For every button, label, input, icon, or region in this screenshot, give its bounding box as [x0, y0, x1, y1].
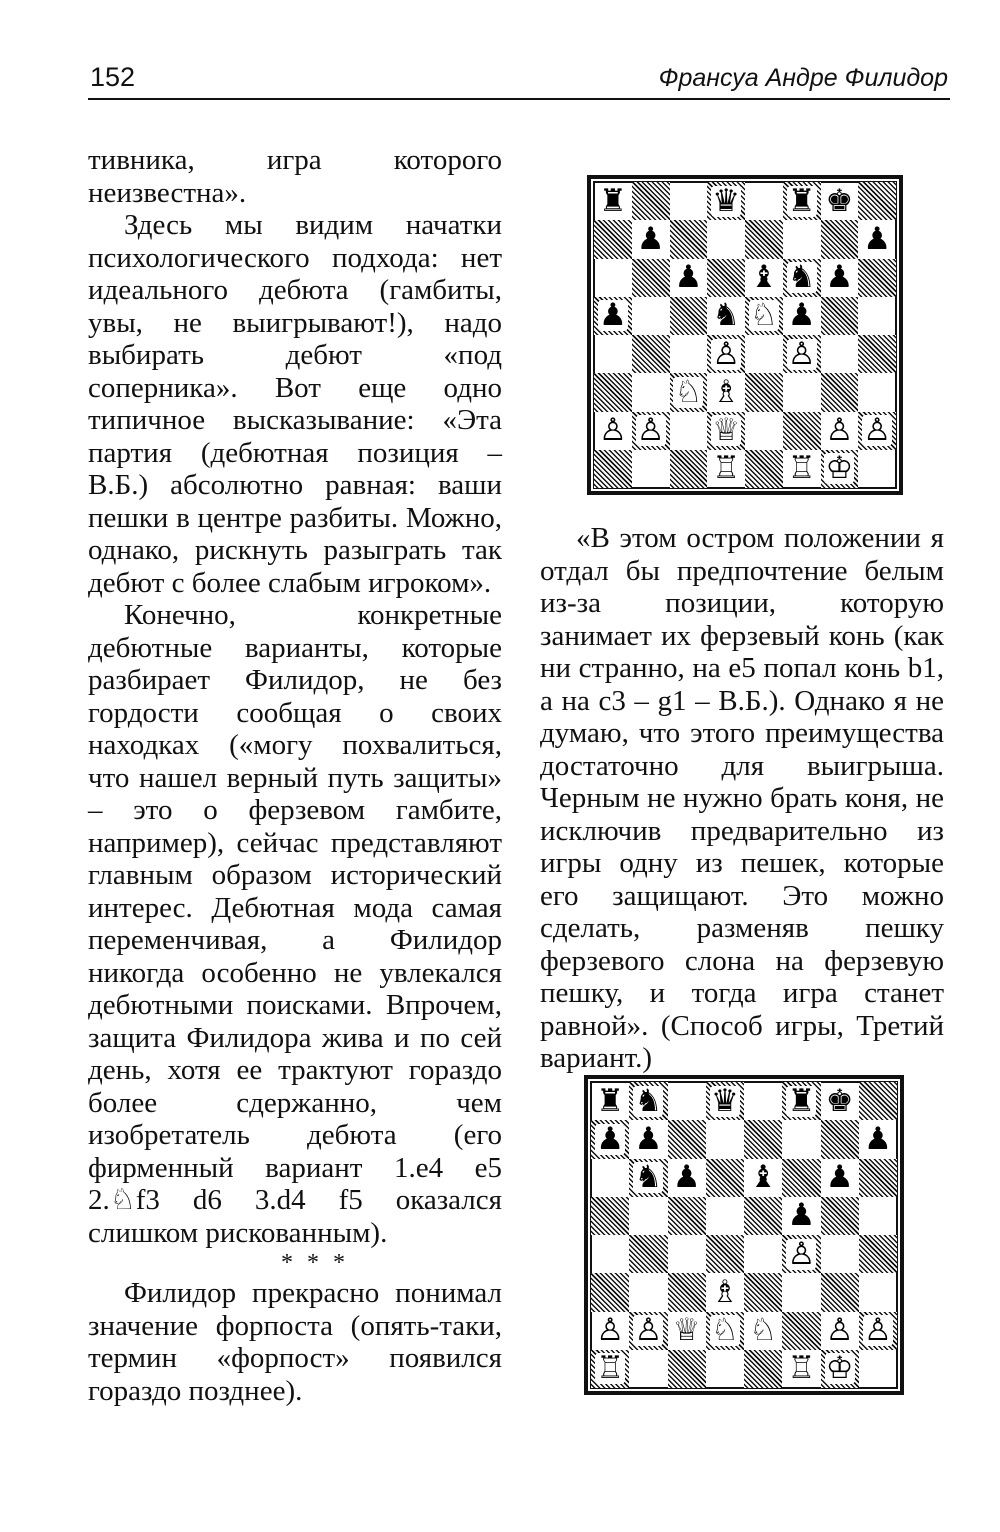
paragraph: Здесь мы видим начатки психологического подхода: нет идеального дебюта (гамбиты, увы, не выигрывают!), надо выбирать дебют «под соперника». Вот еще одно типичное высказывание: «Эта партия (дебютная позиция – В.Б.) абсолютно равная: ваши пешки в центре разбиты. Можно, однако, рискнуть разыграть так дебют с более слабым игроком».	[88, 209, 502, 599]
board-square	[591, 1350, 629, 1388]
board-square	[629, 1120, 667, 1158]
chess-piece-icon: ♟	[596, 1120, 625, 1157]
board-square	[594, 335, 632, 373]
chess-piece-icon: ♖	[787, 1350, 816, 1387]
board-square	[707, 182, 745, 220]
chess-piece-icon: ♝	[749, 259, 778, 296]
board-square	[859, 1312, 897, 1350]
board-square	[591, 1082, 629, 1120]
board-square	[783, 412, 821, 450]
chess-piece-icon: ♜	[787, 182, 816, 219]
board-square	[858, 335, 896, 373]
board-square	[707, 450, 745, 488]
board-square	[821, 1235, 859, 1273]
board-square	[632, 220, 670, 258]
board-square	[707, 259, 745, 297]
board-square	[821, 1312, 859, 1350]
board-square	[668, 1273, 706, 1311]
board-square	[859, 1350, 897, 1388]
board-square	[706, 1235, 744, 1273]
chess-diagram-bottom	[584, 1075, 904, 1395]
chess-piece-icon: ♛	[712, 182, 741, 219]
board-square	[668, 1312, 706, 1350]
board-square	[670, 259, 708, 297]
chess-piece-icon: ♙	[596, 1312, 625, 1349]
board-square	[858, 412, 896, 450]
chess-piece-icon: ♕	[712, 412, 741, 449]
board-square	[632, 450, 670, 488]
board-square	[745, 373, 783, 411]
board-square	[594, 259, 632, 297]
board-square	[744, 1350, 782, 1388]
board-square	[821, 1350, 859, 1388]
board-square	[744, 1235, 782, 1273]
board-square	[859, 1235, 897, 1273]
chess-piece-icon: ♟	[863, 1120, 892, 1157]
chess-piece-icon: ♟	[672, 1159, 701, 1196]
board-square	[745, 297, 783, 335]
chess-piece-icon: ♞	[634, 1082, 663, 1119]
board-square	[858, 182, 896, 220]
board-square	[745, 220, 783, 258]
chess-piece-icon: ♖	[712, 450, 741, 487]
board-square	[632, 412, 670, 450]
chess-piece-icon: ♜	[598, 182, 627, 219]
board-square	[821, 1120, 859, 1158]
board-square	[744, 1082, 782, 1120]
chess-piece-icon: ♙	[787, 1235, 816, 1272]
board-square	[668, 1120, 706, 1158]
board-square	[858, 259, 896, 297]
board-square	[859, 1159, 897, 1197]
board-square	[707, 335, 745, 373]
chess-piece-icon: ♕	[672, 1312, 701, 1349]
chess-piece-icon: ♘	[674, 373, 703, 410]
board-square	[858, 297, 896, 335]
board-square	[821, 182, 859, 220]
board-square	[706, 1159, 744, 1197]
chess-piece-icon: ♙	[825, 1312, 854, 1349]
board-square	[629, 1235, 667, 1273]
board-square	[670, 450, 708, 488]
chess-piece-icon: ♟	[825, 259, 854, 296]
board-square	[782, 1235, 820, 1273]
board-square	[783, 335, 821, 373]
board-square	[821, 450, 859, 488]
board-square	[782, 1082, 820, 1120]
board-square	[821, 220, 859, 258]
board-square	[821, 1082, 859, 1120]
paragraph: «В этом остром положении я отдал бы предпочтение белым из-за позиции, которую занимает их ферзевый конь (как ни странно, на e5 попал конь b1, а на c3 – g1 – В.Б.). Однако я не думаю, что этого преимущества достаточно для выигрыша. Черным не нужно брать коня, не исключив предварительно из игры одну из пешек, которые его защищают. Это можно сделать, разменяв пешку ферзевого слона на ферзевую пешку, и тогда игра станет равной». (Способ игры, Третий вариант.)	[540, 522, 944, 1074]
chess-piece-icon: ♙	[634, 1312, 663, 1349]
chess-piece-icon: ♜	[596, 1082, 625, 1119]
board-square	[783, 220, 821, 258]
board-square	[632, 335, 670, 373]
chess-piece-icon: ♞	[787, 259, 816, 296]
board-square	[821, 335, 859, 373]
chess-piece-icon: ♙	[598, 412, 627, 449]
chess-piece-icon: ♞	[634, 1159, 663, 1196]
board-square	[783, 373, 821, 411]
board-square	[782, 1197, 820, 1235]
chess-piece-icon: ♙	[787, 335, 816, 372]
board-square	[629, 1082, 667, 1120]
chess-piece-icon: ♙	[863, 412, 892, 449]
board-square	[632, 373, 670, 411]
board-square	[744, 1273, 782, 1311]
board-square	[744, 1120, 782, 1158]
board-square	[858, 373, 896, 411]
board-square	[859, 1273, 897, 1311]
chess-piece-icon: ♙	[712, 335, 741, 372]
board-square	[632, 297, 670, 335]
board-square	[670, 297, 708, 335]
chess-piece-icon: ♙	[825, 412, 854, 449]
left-column	[88, 144, 502, 1407]
board-square	[745, 450, 783, 488]
board-square	[670, 182, 708, 220]
chess-piece-icon: ♟	[674, 259, 703, 296]
board-square	[745, 335, 783, 373]
paragraph: Филидор прекрасно понимал значение форпоста (опять-таки, термин «форпост» появился гораздо позднее).	[88, 1277, 502, 1407]
board-square	[858, 450, 896, 488]
board-square	[670, 335, 708, 373]
chess-piece-icon: ♝	[749, 1159, 778, 1196]
board-square	[594, 220, 632, 258]
board-square	[632, 182, 670, 220]
chess-piece-icon: ♚	[825, 1082, 854, 1119]
board-square	[670, 412, 708, 450]
chess-piece-icon: ♚	[825, 182, 854, 219]
board-square	[821, 259, 859, 297]
board-square	[632, 259, 670, 297]
board-square	[670, 220, 708, 258]
board-square	[782, 1120, 820, 1158]
board-square	[782, 1350, 820, 1388]
board-square	[707, 220, 745, 258]
chess-piece-icon: ♘	[749, 297, 778, 334]
board-square	[745, 182, 783, 220]
board-square	[706, 1312, 744, 1350]
chess-piece-icon: ♜	[787, 1082, 816, 1119]
board-square	[821, 297, 859, 335]
chess-piece-icon: ♞	[712, 297, 741, 334]
board-square	[591, 1197, 629, 1235]
board-square	[629, 1350, 667, 1388]
chess-piece-icon: ♟	[787, 1197, 816, 1234]
board-square	[629, 1273, 667, 1311]
board-square	[859, 1120, 897, 1158]
board-square	[782, 1312, 820, 1350]
board-square	[821, 1273, 859, 1311]
board-square	[670, 373, 708, 411]
board-square	[744, 1197, 782, 1235]
board-square	[591, 1235, 629, 1273]
board-square	[629, 1197, 667, 1235]
board-square	[591, 1120, 629, 1158]
board-square	[707, 373, 745, 411]
paragraph: Конечно, конкретные дебютные варианты, которые разбирает Филидор, не без гордости сообщая о своих находках («могу похвалиться, что нашел верный путь защиты» – это о ферзевом гамбите, например), сейчас представляют главным образом исторический интерес. Дебютная мода самая переменчивая, а Филидор никогда особенно не увлекался дебютными поисками. Впрочем, защита Филидора жива и по сей день, хотя ее трактуют гораздо более сдержанно, чем изобретатель дебюта (его фирменный вариант 1.e4 e5 2.♘f3 d6 3.d4 f5 оказался слишком рискованным).	[88, 599, 502, 1249]
chess-diagram-top	[587, 175, 903, 495]
board-square	[591, 1273, 629, 1311]
board-square	[707, 412, 745, 450]
board-square	[591, 1159, 629, 1197]
chess-piece-icon: ♖	[787, 450, 816, 487]
board-square	[706, 1120, 744, 1158]
board-square	[706, 1350, 744, 1388]
board-square	[859, 1197, 897, 1235]
board-square	[821, 1159, 859, 1197]
chess-piece-icon: ♘	[710, 1312, 739, 1349]
board-square	[745, 412, 783, 450]
board-square	[783, 297, 821, 335]
board-square	[594, 373, 632, 411]
board-square	[783, 450, 821, 488]
board-square	[668, 1235, 706, 1273]
board-square	[783, 182, 821, 220]
chess-piece-icon: ♗	[712, 373, 741, 410]
board-square	[821, 373, 859, 411]
right-column	[540, 522, 944, 1075]
chess-piece-icon: ♟	[787, 297, 816, 334]
section-separator: * * *	[281, 1250, 349, 1276]
board-square	[594, 412, 632, 450]
board-square	[783, 259, 821, 297]
board-square	[782, 1273, 820, 1311]
board-square	[744, 1312, 782, 1350]
chess-piece-icon: ♘	[749, 1312, 778, 1349]
board-square	[859, 1082, 897, 1120]
board-square	[821, 1197, 859, 1235]
paragraph: тивника, игра которого неизвестна».	[88, 144, 502, 209]
chess-piece-icon: ♛	[710, 1082, 739, 1119]
board-square	[594, 182, 632, 220]
board-square	[594, 450, 632, 488]
board-square	[591, 1312, 629, 1350]
board-square	[668, 1082, 706, 1120]
board-square	[706, 1082, 744, 1120]
board-square	[668, 1350, 706, 1388]
chess-piece-icon: ♟	[636, 220, 665, 257]
board-square	[782, 1159, 820, 1197]
board-square	[744, 1159, 782, 1197]
chess-piece-icon: ♖	[596, 1350, 625, 1387]
running-title: Франсуа Андре Филидор	[658, 64, 948, 92]
board-square	[706, 1197, 744, 1235]
board-square	[858, 220, 896, 258]
board-square	[821, 412, 859, 450]
board-square	[668, 1159, 706, 1197]
chess-piece-icon: ♟	[634, 1120, 663, 1157]
running-header	[88, 60, 950, 100]
chess-piece-icon: ♔	[825, 450, 854, 487]
board-square	[707, 297, 745, 335]
chess-piece-icon: ♟	[598, 297, 627, 334]
chess-piece-icon: ♟	[825, 1159, 854, 1196]
board-square	[594, 297, 632, 335]
chess-piece-icon: ♗	[710, 1273, 739, 1310]
board-square	[668, 1197, 706, 1235]
chess-piece-icon: ♙	[636, 412, 665, 449]
board-square	[629, 1312, 667, 1350]
page-number: 152	[90, 62, 136, 92]
board-square	[629, 1159, 667, 1197]
chess-piece-icon: ♙	[863, 1312, 892, 1349]
chess-piece-icon: ♟	[863, 220, 892, 257]
chess-piece-icon: ♔	[825, 1350, 854, 1387]
board-square	[706, 1273, 744, 1311]
board-square	[745, 259, 783, 297]
